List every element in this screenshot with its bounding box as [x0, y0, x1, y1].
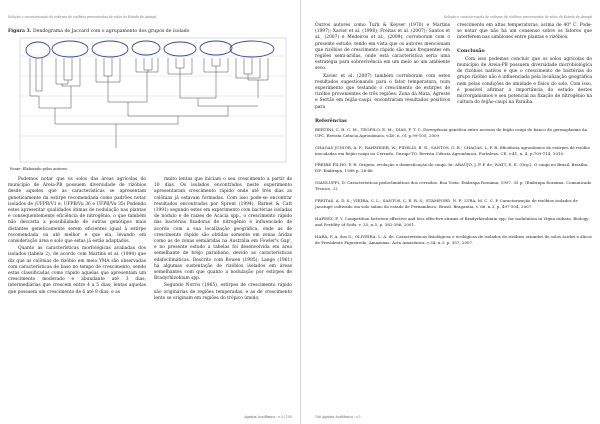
reference-item: HARA, F. A. dos S.; OLIVEIRA, L. A. de. Características fisiológicas e ecológicas de isolados de rizóbios oriundos de solos ácidos e álicos de Presidente Figueiredo, Amazonas. Acta Amazônica, v.34, n.3, p. 357, 2007.: [315, 233, 592, 245]
paragraph: Quanto as características morfológicas avaliadas dos isolados (tabela 2), de acordo com Martins et al. (1994) que diz que as colônias de rizóbio em meio YMA são observadas com características de base no tempo de crescimento, sendo estas classificadas como rápido aquelas que apresentam um crescimento moderado e abundante até 3 dias; intermediárias que crescem entre 4 a 5 dias; lentas aquelas que possuem um crescimento de 6 até 9 dias; e as: [8, 246, 146, 295]
reference-item: BERTINI, C. H. C. M.; TEÓFILO, E. M.; DIAS, F. T. C. Divergência genética entre acessos de feijão caupi do banco de germoplasma da UFC. Revista Ciência Agronômica, v.40, n. 01 p.99-105, 2009: [315, 126, 587, 138]
right-column-2: [457, 23, 592, 112]
references-heading: Referências: [315, 117, 347, 124]
running-header: Seleção e caracterização de estirpes de rizóbios provenientes de solos do Estado de Amapá: [8, 15, 157, 19]
right-body-columns: [315, 23, 592, 112]
paragraph: crescimento em altas temperaturas, acima de 40° C. Pode-se notar que não há um consenso sobre os fatores que interferem nas simbioses entre plantas e rizóbios.: [457, 23, 592, 41]
reference-item: FREITAS, A. D. S.; VIEIRA, C. L.; SANTOS, C. E. R. S.; STAMFORD, N. P.; LYRA, M. C. C. P. Caracterização de rizóbios isolados de Jacatupé cultivado em solo salino do estado de Pernambuco, Brasil. Bragantia, v. 66, n.3, p. 497-504, 2007.: [315, 198, 578, 209]
dendrogram-cluster-ellipses: [26, 41, 274, 58]
reference-item: HAFEEZ, F. Y. Competition between effective and less effective strains of Bradyrhizobium spp. for nodulation in Vigna radiata. Biology and Fertility of Soils, v. 33, n.5, p. 382-386, 2001.: [315, 215, 589, 227]
figure-caption-text: Dendograma de Jaccard com o agrupamento dos grupos de isolado: [32, 29, 190, 34]
reference-item: FREIRE FILHO, F. R. Origem, evolução e domesticação do caupi. In: ARAÚJO, J. P. P. de; WATT, E. E. (Org.). O caupi no Brasil. Brasília, DF: Embrapa, 1988 p. 26-46.: [315, 162, 589, 174]
right-column-1: [315, 23, 450, 112]
figure-source-note: Fonte: Elaborado pelos autores.: [10, 167, 69, 171]
left-column-2: [154, 177, 292, 303]
dendrogram-figure: [8, 36, 288, 166]
paragraph: Segundo Norris (1965), estirpes de crescimento rápido são originárias de regiões temperadas, e as de crescimento lento se originam em regiões do trópico úmido,: [154, 283, 292, 301]
left-column-1: [8, 177, 146, 303]
figure-caption: [8, 29, 292, 34]
conclusion-heading: Conclusão: [457, 47, 485, 54]
reference-item: CHAGAS JUNIOR, A. F.; RAHMEIER, W.; FIDELIS, R. R.; SANTOS, G. R.; CHAGAS, L. F. B. Eficiência agronômica de estirpes de rizóbio inoculadas em feijão-caupi no Cerrado, Gurupi-TO. Revista Ciência Agronômica, Fortaleza, CE. v.41, n. 4, p.709-714, 2010.: [315, 144, 590, 156]
paragraph: Outros autores como Turk & Keyser (1970) e Martins (1997); Xavier et al. (1998); Freitas et al. (2007); Santos et al., (2007) e Medeiros et al., (2009), corroboram com o presente estudo, tendo em vista que os autores mencionam que rizóbios de crescimento rápido são mais frequentes em regiões semi-áridas, onde está característica seria uma estratégia para sobrevivência em um meio ao um ambiente seco.: [315, 23, 450, 72]
page-footer: 106 Agrária Acadêmica - v.3: [315, 415, 361, 419]
paragraph: Podemos notar que os solos das áreas agrícolas do município de Areia-PB possuem diversidade de rizóbios desde aqueles que as características se apresentam geneticamente da estirpe recomendada como padrões notar isolados de (UFPB/V1 e; UFPB/Vu 36 e UFPB/Vu 35) Podendo estes apresentar qualidades ótimas de nodulação nas plantas e consequentemente eficiência de nitrogênio, o que também não descarta a possibilidade de outras genótipos mais distantes geneticamente serem eficientes igual à estirpe recomendada ou até melhor e que ela, levando em consideração área e solo que estas já estão adaptados.: [8, 177, 146, 245]
dendrogram-branches: [30, 58, 268, 148]
paragraph: muito lentas que iniciam o seu crescimento a partir de 10 dias. Os isolados encontrados neste experimento apresentaram crescimento rápido onde até três dias as colônias já estavam formadas. Com isso pode-se encontrar resultados encontrados por Sprent (1994), Barnet & Catt (1991) segundo estes em experimento com bactérias isoladas de nódulo e de raízes de Acácia spp., o crescimento rápido das bactérias fixadoras de nitrogênio é influenciado de acordo com a sua localização geográfica, onde as de crescimento rápido são obtidas somente em zonas áridas como as de zonas semiáridas na Austrália em Fowler's Gap', e no presente estudo a tabelas foi desenvolvida em área semelhante de brejo paraibano, devido as características edafoclimáticas. Descrito com Bowen (1985); Lange (1961) há algumas sustentação de rizóbios isolados em áreas semelhantes com que quanto a nodulação por estirpes de Bradyrhizobium spp.: [154, 177, 292, 282]
page-footer: Agrária Acadêmica - v.3 | 105: [244, 415, 292, 419]
paragraph: Xavier et al. (2007) também corroboram com estes resultados sugestionando para o fator temperatura, num experimento que testando o crescimento de estirpes de rizóbio provenientes de três regiões: Zona da Mata, Agreste e Sertão em feijão-caupi, encontraram resultados positivos para: [315, 73, 450, 110]
right-page: [300, 0, 600, 424]
running-header: Seleção e caracterização de estirpes de rizóbios provenientes de solos do Estado de Amapá: [443, 15, 592, 19]
reference-item: GIANLUPPI, D. Características pedoclimáticas dos cerrados. Boa Vista: Embrapa Roraima, 1997. 35 p. (Embrapa Roraima. Comunicado Técnico, 2).: [315, 180, 592, 192]
figure-label: Figura 3.: [8, 29, 32, 34]
reference-list: [315, 127, 592, 246]
left-body-columns: [8, 177, 292, 303]
conclusion-paragraph: Com isso podemos concluir que os solos agrícolas do município de Areia-PB possuem diversidade microbiológica de rizóbios nativos e que o crescimento de bactérias do grupo rizóbio não é influenciada pela localização geográfica nem pelas condições de umidade e físico do solo. Com isso, é possível afirmar a importância do estudo destes microrganismos e seu potencial na fixação de nitrogênio na cultura do feijão-caupi na Paraíba.: [457, 56, 592, 106]
